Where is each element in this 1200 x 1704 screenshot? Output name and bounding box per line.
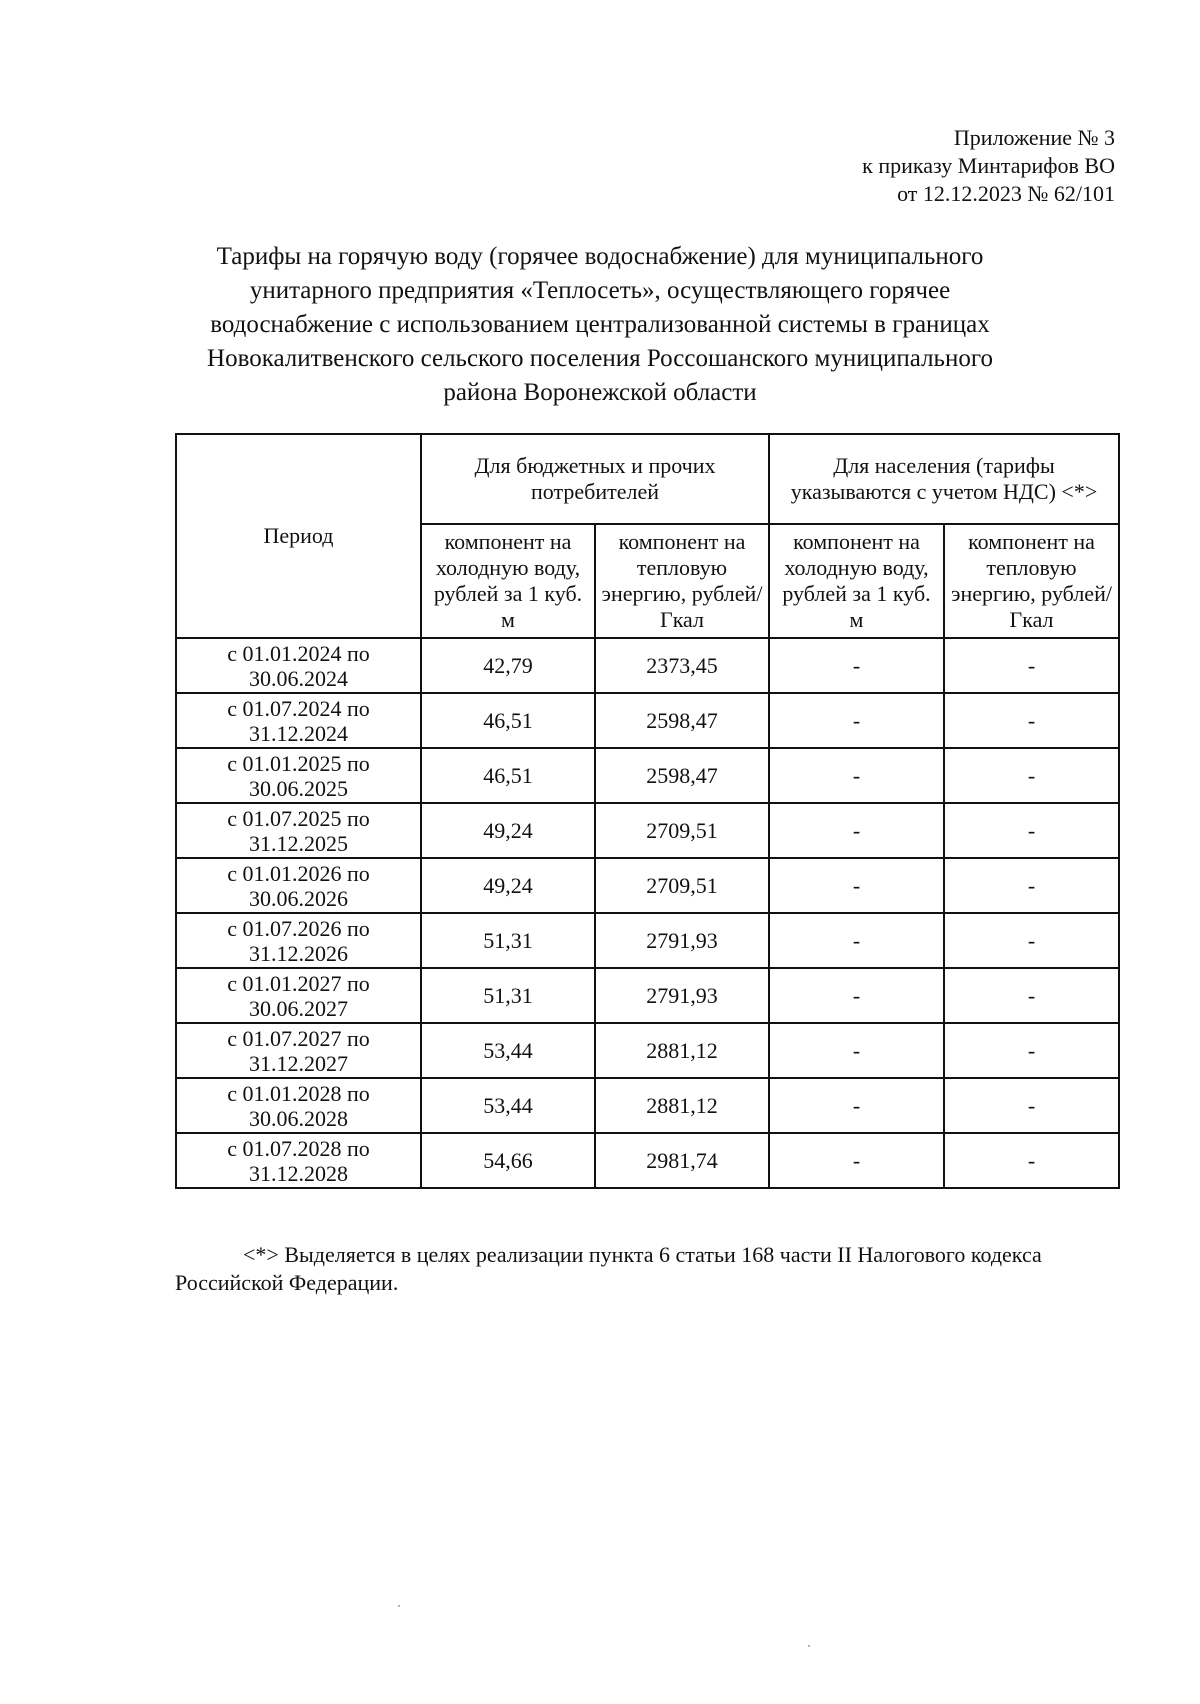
tariff-table	[175, 433, 1120, 1189]
period-cell: с 01.07.2028 по 31.12.2028	[176, 1133, 421, 1188]
population-cold-value: -	[769, 693, 944, 748]
budget-cold-value: 51,31	[421, 913, 595, 968]
budget-heat-value: 2791,93	[595, 968, 769, 1023]
table-row	[176, 968, 1119, 1023]
period-cell: с 01.01.2028 по 30.06.2028	[176, 1078, 421, 1133]
budget-cold-value: 49,24	[421, 803, 595, 858]
population-heat-value: -	[944, 1133, 1119, 1188]
table-row	[176, 803, 1119, 858]
budget-heat-value: 2881,12	[595, 1023, 769, 1078]
population-cold-value: -	[769, 1023, 944, 1078]
budget-cold-value: 49,24	[421, 858, 595, 913]
table-row	[176, 858, 1119, 913]
document-title	[150, 240, 1050, 410]
table-row	[176, 1133, 1119, 1188]
title-line: водоснабжение с использованием централизованной системы в границах	[210, 311, 990, 338]
budget-cold-value: 46,51	[421, 748, 595, 803]
appendix-order: к приказу Минтарифов ВО	[862, 153, 1115, 178]
population-header: Для населения (тарифы указываются с учетом НДС) <*>	[769, 434, 1119, 524]
population-heat-value: -	[944, 693, 1119, 748]
title-line: унитарного предприятия «Теплосеть», осуществляющего горячее	[249, 277, 951, 304]
population-cold-water-header: компонент на холодную воду, рублей за 1 куб. м	[769, 524, 944, 638]
population-cold-value: -	[769, 1078, 944, 1133]
period-cell: с 01.01.2027 по 30.06.2027	[176, 968, 421, 1023]
scan-speck	[808, 1645, 810, 1647]
budget-cold-value: 53,44	[421, 1078, 595, 1133]
appendix-number: Приложение № 3	[953, 125, 1115, 150]
budget-cold-value: 53,44	[421, 1023, 595, 1078]
budget-consumers-header: Для бюджетных и прочих потребителей	[421, 434, 769, 524]
population-cold-value: -	[769, 968, 944, 1023]
table-header-row	[176, 434, 1119, 524]
population-heat-value: -	[944, 1023, 1119, 1078]
population-heat-value: -	[944, 968, 1119, 1023]
population-cold-value: -	[769, 748, 944, 803]
title-line: Тарифы на горячую воду (горячее водоснабжение) для муниципального	[216, 243, 984, 270]
population-cold-value: -	[769, 858, 944, 913]
population-cold-value: -	[769, 803, 944, 858]
budget-cold-value: 42,79	[421, 638, 595, 693]
period-cell: с 01.07.2025 по 31.12.2025	[176, 803, 421, 858]
budget-heat-value: 2598,47	[595, 748, 769, 803]
population-cold-value: -	[769, 638, 944, 693]
population-heat-value: -	[944, 638, 1119, 693]
population-cold-value: -	[769, 1133, 944, 1188]
budget-heat-value: 2791,93	[595, 913, 769, 968]
table-row	[176, 638, 1119, 693]
period-cell: с 01.01.2024 по 30.06.2024	[176, 638, 421, 693]
title-line: Новокалитвенского сельского поселения Россошанского муниципального	[207, 345, 993, 372]
period-cell: с 01.01.2026 по 30.06.2026	[176, 858, 421, 913]
budget-cold-value: 54,66	[421, 1133, 595, 1188]
population-heat-value: -	[944, 913, 1119, 968]
budget-heat-value: 2881,12	[595, 1078, 769, 1133]
title-line: района Воронежской области	[443, 379, 757, 406]
population-heat-value: -	[944, 858, 1119, 913]
population-heat-value: -	[944, 1078, 1119, 1133]
budget-cold-value: 46,51	[421, 693, 595, 748]
period-cell: с 01.07.2024 по 31.12.2024	[176, 693, 421, 748]
population-heat-value: -	[944, 748, 1119, 803]
budget-cold-water-header: компонент на холодную воду, рублей за 1 куб. м	[421, 524, 595, 638]
table-row	[176, 1023, 1119, 1078]
table-row	[176, 748, 1119, 803]
population-heat-value: -	[944, 803, 1119, 858]
appendix-reference	[862, 124, 1115, 208]
budget-heat-value: 2709,51	[595, 803, 769, 858]
population-heat-energy-header: компонент на тепловую энергию, рублей/Гкал	[944, 524, 1119, 638]
table-row	[176, 913, 1119, 968]
budget-heat-value: 2981,74	[595, 1133, 769, 1188]
population-cold-value: -	[769, 913, 944, 968]
period-cell: с 01.01.2025 по 30.06.2025	[176, 748, 421, 803]
appendix-date: от 12.12.2023 № 62/101	[897, 181, 1115, 206]
period-cell: с 01.07.2026 по 31.12.2026	[176, 913, 421, 968]
budget-heat-value: 2709,51	[595, 858, 769, 913]
table-row	[176, 693, 1119, 748]
budget-heat-value: 2373,45	[595, 638, 769, 693]
scan-speck	[398, 1605, 400, 1607]
footnote: <*> Выделяется в целях реализации пункта 6 статьи 168 части II Налогового кодекса Российской Федерации.	[175, 1242, 1042, 1295]
budget-cold-value: 51,31	[421, 968, 595, 1023]
budget-heat-energy-header: компонент на тепловую энергию, рублей/Гкал	[595, 524, 769, 638]
period-cell: с 01.07.2027 по 31.12.2027	[176, 1023, 421, 1078]
period-header: Период	[176, 434, 421, 638]
budget-heat-value: 2598,47	[595, 693, 769, 748]
table-row	[176, 1078, 1119, 1133]
